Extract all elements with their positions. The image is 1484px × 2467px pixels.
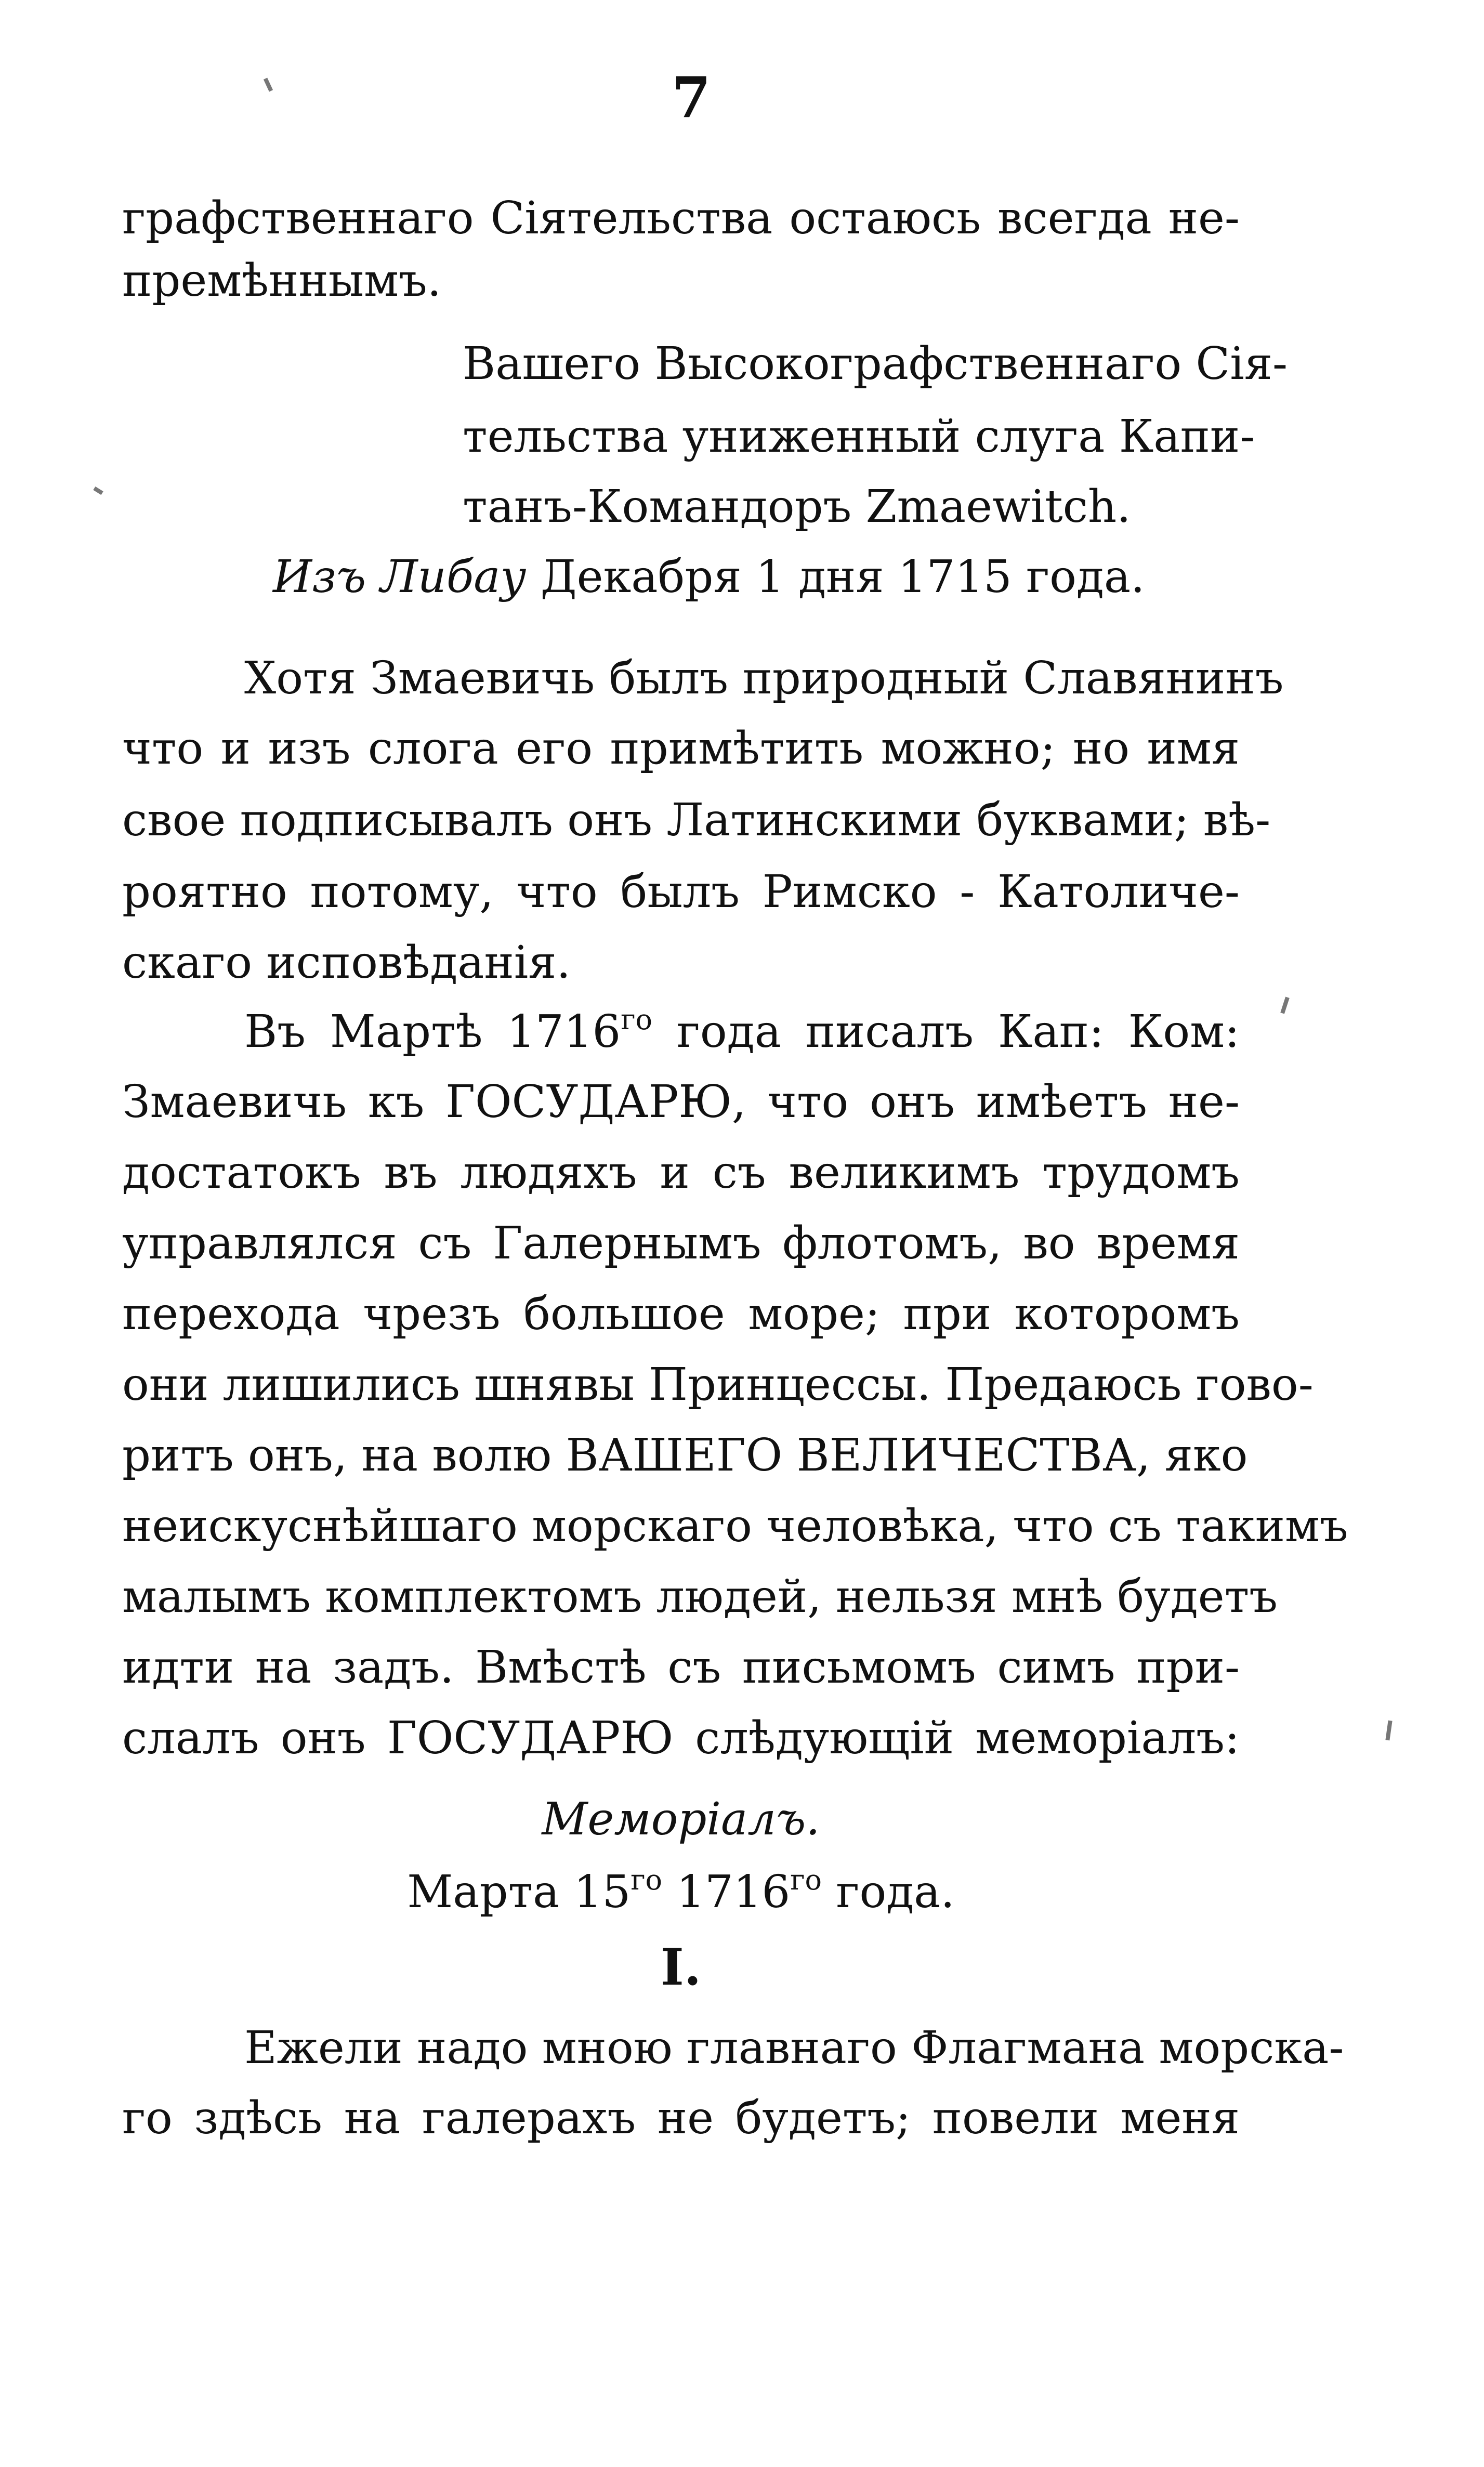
paragraph-line: ритъ онъ, на волю ВАШЕГО ВЕЛИЧЕСТВА, яко [122, 1429, 1248, 1481]
text-fragment: 1716 [662, 1866, 791, 1918]
paragraph-line: идти на задъ. Вмѣстѣ съ письмомъ симъ при- [122, 1642, 1240, 1694]
place-name: Изъ Либау [273, 551, 527, 603]
paragraph-line: слалъ онъ ГОСУДАРЮ слѣдующій меморіалъ: [122, 1712, 1240, 1764]
place-date-line [273, 546, 1145, 608]
paragraph-line: что и изъ слога его примѣтить можно; но имя [122, 723, 1240, 775]
paragraph-line: малымъ комплектомъ людей, нельзя мнѣ будетъ [122, 1571, 1278, 1623]
paragraph-line: Хотя Змаевичь былъ природный Славянинъ [244, 652, 1284, 704]
scan-mark [1385, 1721, 1392, 1741]
scan-mark [93, 487, 103, 495]
paragraph-line: управлялся съ Галернымъ флотомъ, во время [122, 1217, 1240, 1269]
paragraph-line: скаго исповѣданія. [122, 937, 571, 989]
paragraph-line: они лишились шнявы Принцессы. Предаюсь гово- [122, 1359, 1314, 1411]
memorial-heading: Меморіалъ. [542, 1793, 820, 1845]
superscript: го [621, 1003, 652, 1036]
paragraph-line: роятно потому, что былъ Римско - Католиче- [122, 866, 1240, 918]
paragraph-line: неискуснѣйшаго морскаго человѣка, что съ такимъ [122, 1500, 1348, 1552]
signature-line: танъ-Командоръ Zmaewitch. [463, 481, 1131, 533]
paragraph-line: Змаевичь къ ГОСУДАРЮ, что онъ имѣетъ не- [122, 1076, 1240, 1128]
paragraph-line: го здѣсь на галерахъ не будетъ; повели меня [122, 2092, 1240, 2144]
date-text: Декабря 1 дня 1715 года. [526, 551, 1145, 603]
page-number: 7 [672, 65, 711, 130]
text-fragment: Марта 15 [407, 1866, 631, 1918]
paragraph-line: Ежели надо мною главнаго Флагмана морска- [244, 2022, 1344, 2074]
text-fragment: года писалъ Кап: Ком: [652, 1006, 1240, 1058]
scan-mark [264, 78, 273, 92]
memorial-date [122, 1861, 1240, 1923]
paragraph-line [244, 1001, 1240, 1063]
paragraph-line: свое подписывалъ онъ Латинскими буквами; вѣ- [122, 794, 1271, 846]
text-fragment: Въ Мартѣ 1716 [244, 1006, 621, 1058]
section-number: I. [660, 1938, 702, 1997]
text-fragment: года. [822, 1866, 955, 1918]
paragraph-line: перехода чрезъ большое море; при которомъ [122, 1288, 1240, 1340]
text-line: графственнаго Сіятельства остаюсь всегда не- [122, 192, 1240, 244]
text-line: премѣннымъ. [122, 255, 442, 307]
signature-line: тельства униженный слуга Капи- [463, 411, 1255, 463]
paragraph-line: достатокъ въ людяхъ и съ великимъ трудомъ [122, 1147, 1240, 1199]
scan-mark [1280, 997, 1289, 1014]
superscript: го [631, 1864, 663, 1896]
signature-line: Вашего Высокографственнаго Сія- [463, 338, 1288, 390]
superscript: го [790, 1864, 822, 1896]
